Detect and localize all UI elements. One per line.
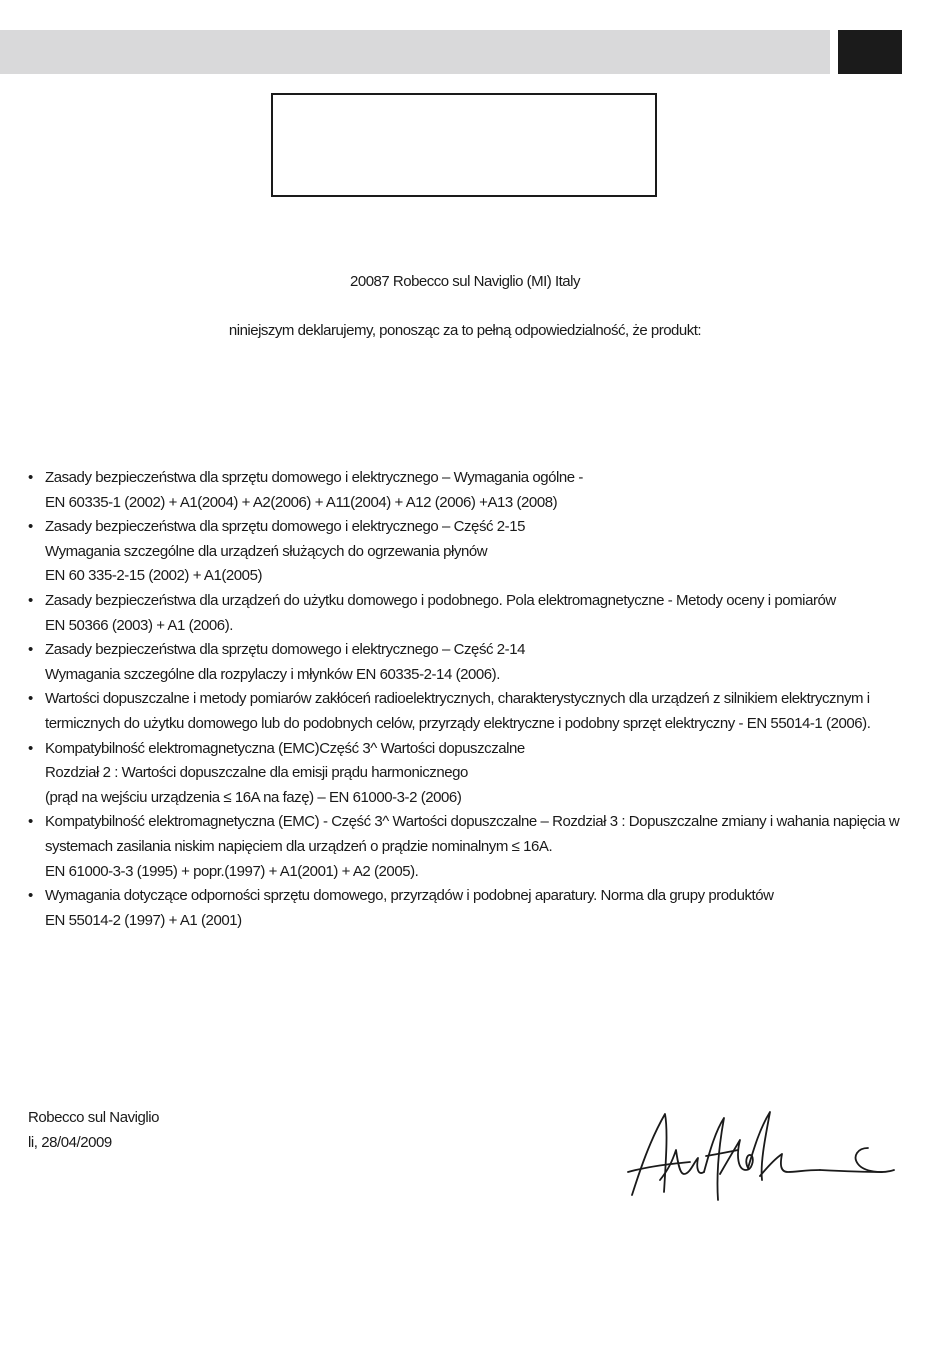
standard-line: Kompatybilność elektromagnetyczna (EMC) - Część 3^ Wartości dopuszczalne – Rozdział 3 : Dopuszczalne zmiany i wahania napięcia w (45, 813, 900, 831)
header-band (0, 30, 830, 74)
bullet-icon: • (28, 813, 33, 831)
bullet-icon: • (28, 591, 33, 609)
place-date (28, 1106, 159, 1155)
standard-line: Rozdział 2 : Wartości dopuszczalne dla emisji prądu harmonicznego (45, 764, 468, 782)
standard-line: Zasady bezpieczeństwa dla urządzeń do użytku domowego i podobnego. Pola elektromagnetyczne - Metody oceny i pomiarów (45, 591, 836, 609)
standard-line: EN 50366 (2003) + A1 (2006). (45, 616, 233, 634)
standard-line: Zasady bezpieczeństwa dla sprzętu domowego i elektrycznego – Część 2-15 (45, 518, 525, 536)
declaration-text: niniejszym deklarujemy, ponosząc za to pełną odpowiedzialność, że produkt: (228, 322, 702, 339)
standard-line: EN 60 335-2-15 (2002) + A1(2005) (45, 567, 263, 585)
bullet-icon: • (28, 887, 33, 905)
standard-line: EN 61000-3-3 (1995) + popr.(1997) + A1(2001) + A2 (2005). (45, 862, 419, 880)
signature-icon (620, 1100, 900, 1210)
standard-item (28, 737, 928, 811)
standard-line: Wymagania dotyczące odporności sprzętu domowego, przyrządów i podobnej aparatury. Norma dla grupy produktów (45, 887, 774, 905)
standard-line: termicznych do użytku domowego lub do podobnych celów, przyrządy elektryczne i podobny sprzęt elektryczny - EN 55014-1 (2006). (45, 714, 871, 732)
standard-item (28, 589, 928, 638)
standard-line: EN 60335-1 (2002) + A1(2004) + A2(2006) + A11(2004) + A12 (2006) +A13 (2008) (45, 493, 558, 511)
bullet-icon: • (28, 518, 33, 536)
place: Robecco sul Naviglio (28, 1109, 160, 1126)
product-box (271, 93, 657, 197)
standard-line: EN 55014-2 (1997) + A1 (2001) (45, 911, 242, 929)
standard-item (28, 884, 928, 933)
bullet-icon: • (28, 690, 33, 708)
standard-line: Zasady bezpieczeństwa dla sprzętu domowego i elektrycznego – Część 2-14 (45, 641, 525, 659)
bullet-icon: • (28, 469, 33, 486)
standard-item (28, 515, 928, 589)
page-number-block (838, 30, 902, 74)
standard-item (28, 638, 928, 687)
date: li, 28/04/2009 (28, 1133, 112, 1151)
standard-item (28, 810, 928, 884)
standard-item (28, 466, 928, 515)
standard-line: Wartości dopuszczalne i metody pomiarów zakłóceń radioelektrycznych, charakterystycznych dla urządzeń z silnikiem elektrycznym i (45, 690, 870, 708)
standard-item (28, 687, 928, 736)
standard-line: Wymagania szczególne dla urządzeń służących do ogrzewania płynów (45, 542, 488, 560)
standard-line: Kompatybilność elektromagnetyczna (EMC)Część 3^ Wartości dopuszczalne (45, 739, 525, 757)
standard-line: Wymagania szczególne dla rozpylaczy i młynków EN 60335-2-14 (2006). (45, 665, 500, 683)
standard-line: systemach zasilania niskim napięciem dla urządzeń o prądzie nominalnym ≤ 16A. (45, 837, 553, 855)
standard-line: (prąd na wejściu urządzenia ≤ 16A na fazę) – EN 61000-3-2 (2006) (45, 788, 462, 806)
company-address: 20087 Robecco sul Naviglio (MI) Italy (350, 273, 580, 290)
bullet-icon: • (28, 739, 33, 757)
bullet-icon: • (28, 641, 33, 659)
standards-list (28, 466, 928, 933)
standard-line: Zasady bezpieczeństwa dla sprzętu domowego i elektrycznego – Wymagania ogólne - (45, 469, 583, 486)
